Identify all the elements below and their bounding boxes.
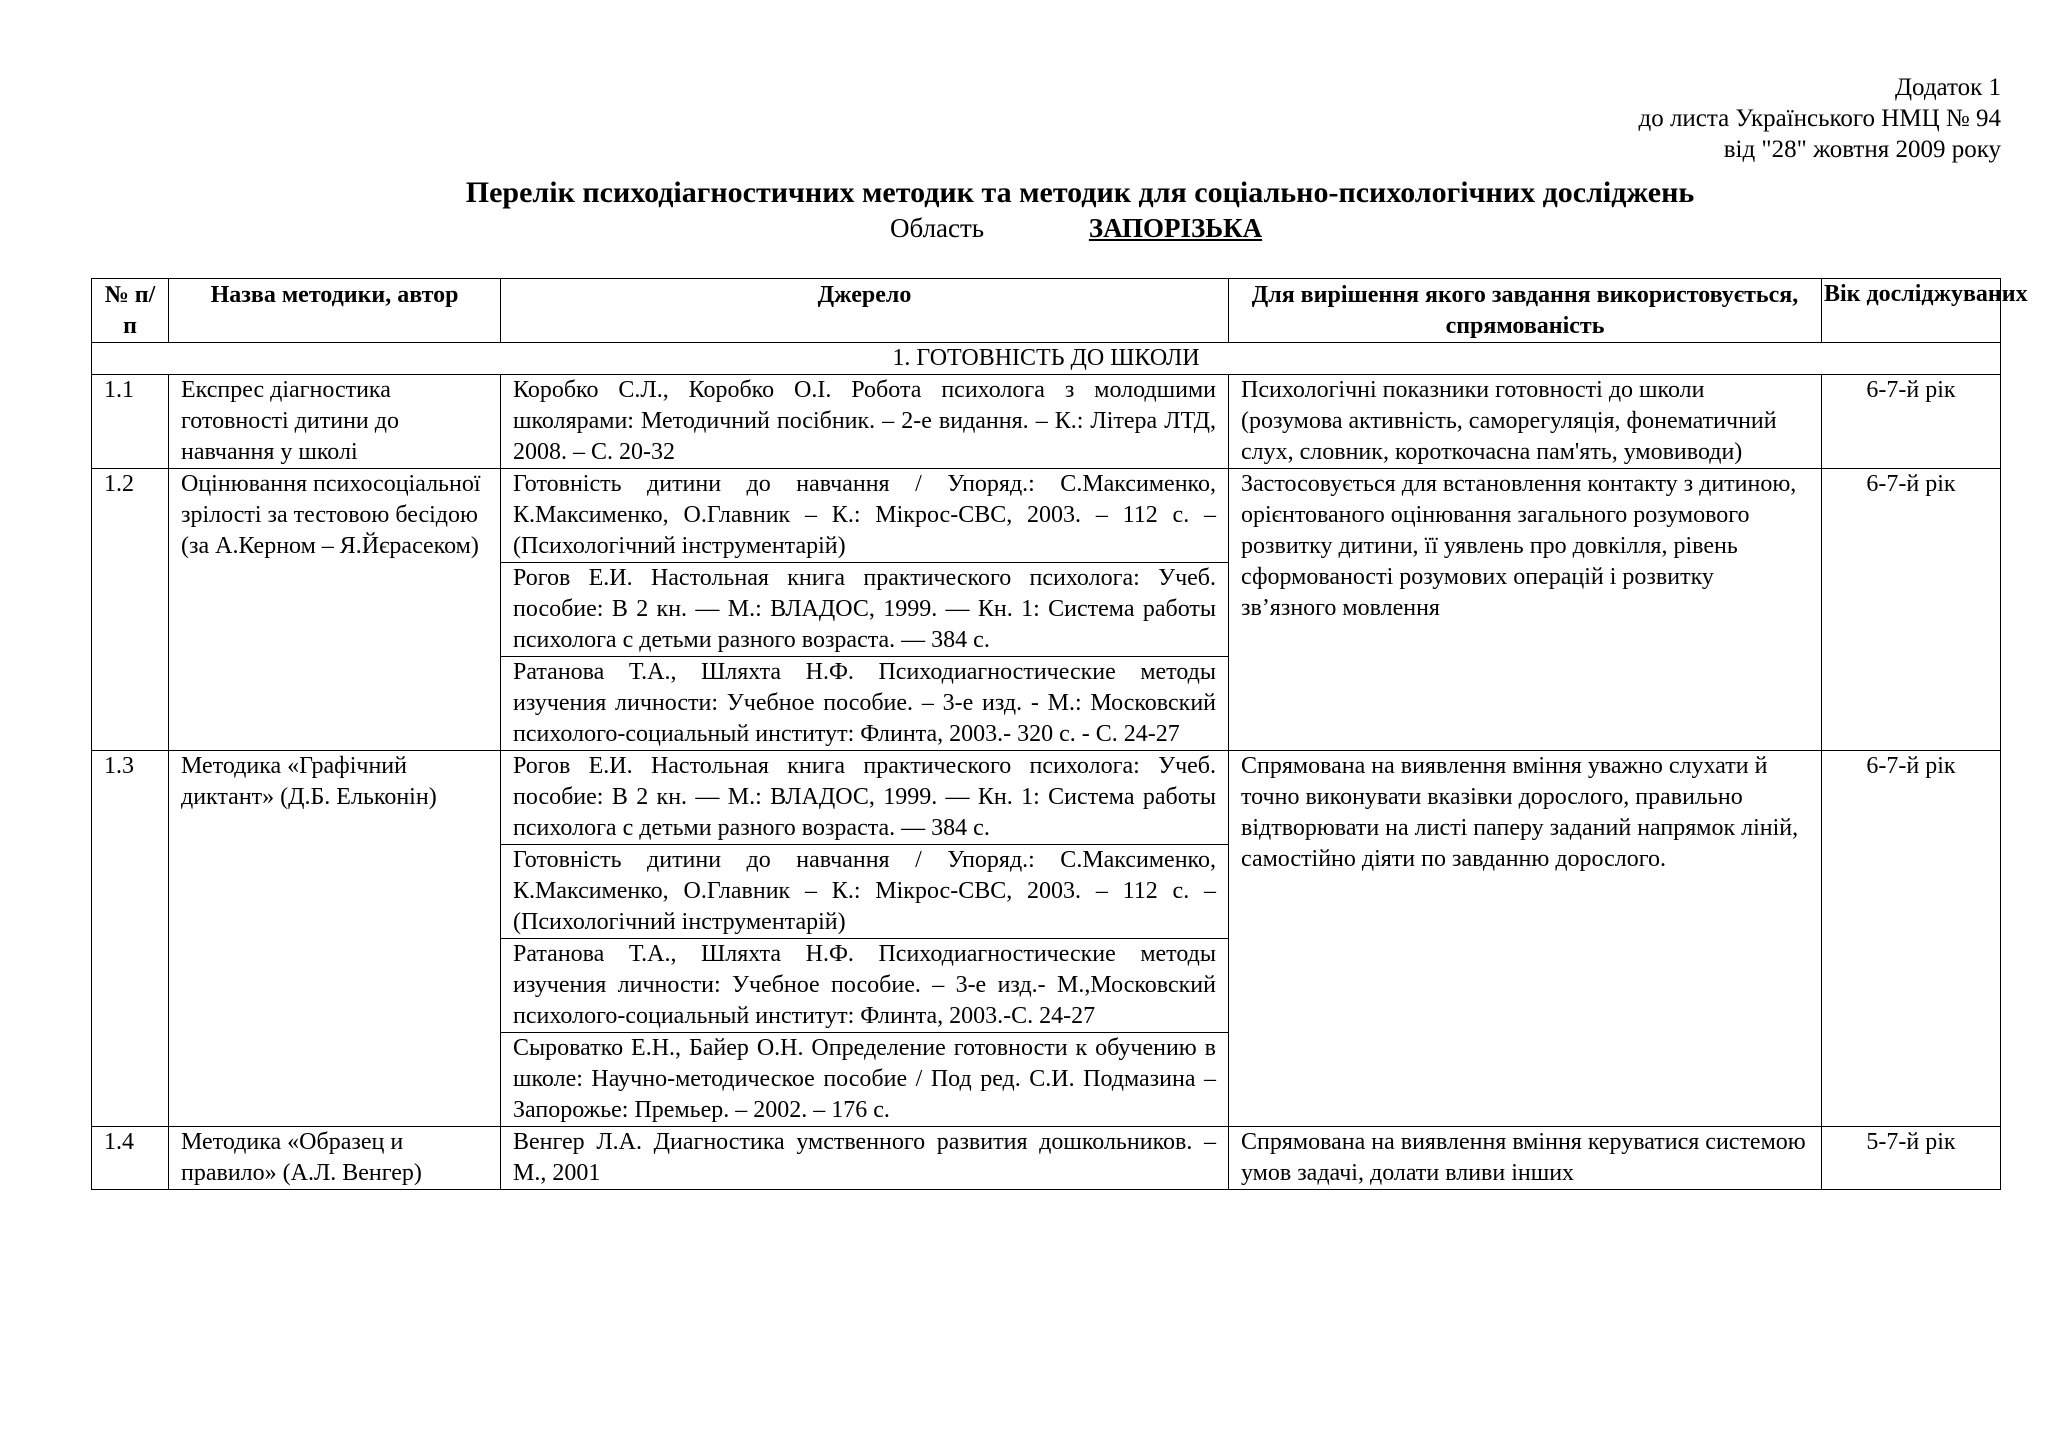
row-source: Коробко С.Л., Коробко О.І. Робота психолога з молодшими школярами: Методичний посібник. – 2-е видання. – К.: Літера ЛТД, 2008. – С. 20-32 xyxy=(501,375,1229,469)
region-line xyxy=(890,212,1262,244)
row-num: 1.1 xyxy=(92,375,169,469)
row-age: 6-7-й рік xyxy=(1822,375,2001,469)
row-method: Методика «Графічний диктант» (Д.Б. Ельконін) xyxy=(169,751,501,1127)
row-source: Готовність дитини до навчання / Упоряд.: С.Максименко, К.Максименко, О.Главник – К.: Мікрос-СВС, 2003. – 112 с. – (Психологічний інструментарій) xyxy=(501,469,1229,563)
row-num: 1.3 xyxy=(92,751,169,1127)
row-source: Венгер Л.А. Диагностика умственного развития дошкольников. – М., 2001 xyxy=(501,1127,1229,1190)
col-header-num: № п/п xyxy=(92,279,169,343)
row-source: Сыроватко Е.Н., Байер О.Н. Определение готовности к обучению в школе: Научно-методическое пособие / Под ред. С.И. Подмазина – Запорожье: Премьер. – 2002. – 176 с. xyxy=(501,1033,1229,1127)
row-source: Рогов Е.И. Настольная книга практического психолога: Учеб. пособие: В 2 кн. — М.: ВЛАДОС, 1999. — Кн. 1: Система работы психолога с детьми разного возраста. — 384 с. xyxy=(501,563,1229,657)
row-purpose: Застосовується для встановлення контакту з дитиною, орієнтованого оцінювання загального розумового розвитку дитини, її уявлень про довкілля, рівень сформованості розумових операцій і розвитку зв’язного мовлення xyxy=(1229,469,1822,751)
row-num: 1.4 xyxy=(92,1127,169,1190)
table-row xyxy=(92,469,2001,563)
col-header-method: Назва методики, автор xyxy=(169,279,501,343)
methods-table xyxy=(91,278,2028,1190)
row-purpose: Психологічні показники готовності до школи (розумова активність, саморегуляція, фонематичний слух, словник, короткочасна пам'ять, умовиводи) xyxy=(1229,375,1822,469)
table-header-row xyxy=(92,279,2001,343)
section-title: 1. ГОТОВНІСТЬ ДО ШКОЛИ xyxy=(92,343,2001,375)
table-row xyxy=(92,1127,2001,1190)
row-source: Ратанова Т.А., Шляхта Н.Ф. Психодиагностические методы изучения личности: Учебное пособие. – 3-е изд. - М.: Московский психолого-социальный институт: Флинта, 2003.- 320 с. - С. 24-27 xyxy=(501,657,1229,751)
table-row xyxy=(92,751,2001,845)
addendum-block xyxy=(1638,72,2001,165)
row-source: Рогов Е.И. Настольная книга практического психолога: Учеб. пособие: В 2 кн. — М.: ВЛАДОС, 1999. — Кн. 1: Система работы психолога с детьми разного возраста. — 384 с. xyxy=(501,751,1229,845)
row-source: Готовність дитини до навчання / Упоряд.: С.Максименко, К.Максименко, О.Главник – К.: Мікрос-СВС, 2003. – 112 с. – (Психологічний інструментарій) xyxy=(501,845,1229,939)
document-title: Перелік психодіагностичних методик та методик для соціально-психологічних досліджень xyxy=(465,176,1695,209)
region-label: Область xyxy=(890,213,985,243)
row-method: Методика «Образец и правило» (А.Л. Венгер) xyxy=(169,1127,501,1190)
row-purpose: Спрямована на виявлення вміння керуватися системою умов задачі, долати вливи інших xyxy=(1229,1127,1822,1190)
row-age: 6-7-й рік xyxy=(1822,751,2001,1127)
row-method: Експрес діагностика готовності дитини до навчання у школі xyxy=(169,375,501,469)
col-header-age: Вік досліджуваних xyxy=(1822,279,2001,343)
row-method: Оцінювання психосоціальної зрілості за тестовою бесідою (за А.Керном – Я.Йєрасеком) xyxy=(169,469,501,751)
row-source: Ратанова Т.А., Шляхта Н.Ф. Психодиагностические методы изучения личности: Учебное пособие. – 3-е изд.- М.,Московский психолого-социальный институт: Флинта, 2003.-С. 24-27 xyxy=(501,939,1229,1033)
row-age: 5-7-й рік xyxy=(1822,1127,2001,1190)
row-age: 6-7-й рік xyxy=(1822,469,2001,751)
addendum-line-2: до листа Українського НМЦ № 94 xyxy=(1638,105,2001,132)
col-header-source: Джерело xyxy=(501,279,1229,343)
col-header-purpose: Для вирішення якого завдання використовується, спрямованість xyxy=(1229,279,1822,343)
addendum-line-3: від "28" жовтня 2009 року xyxy=(1723,136,2001,163)
region-value: ЗАПОРІЗЬКА xyxy=(1088,213,1263,243)
addendum-line-1: Додаток 1 xyxy=(1895,74,2001,101)
section-row xyxy=(92,343,2001,375)
row-purpose: Спрямована на виявлення вміння уважно слухати й точно виконувати вказівки дорослого, правильно відтворювати на листі паперу заданий напрямок ліній, самостійно діяти по завданню дорослого. xyxy=(1229,751,1822,1127)
row-num: 1.2 xyxy=(92,469,169,751)
table-row xyxy=(92,375,2001,469)
